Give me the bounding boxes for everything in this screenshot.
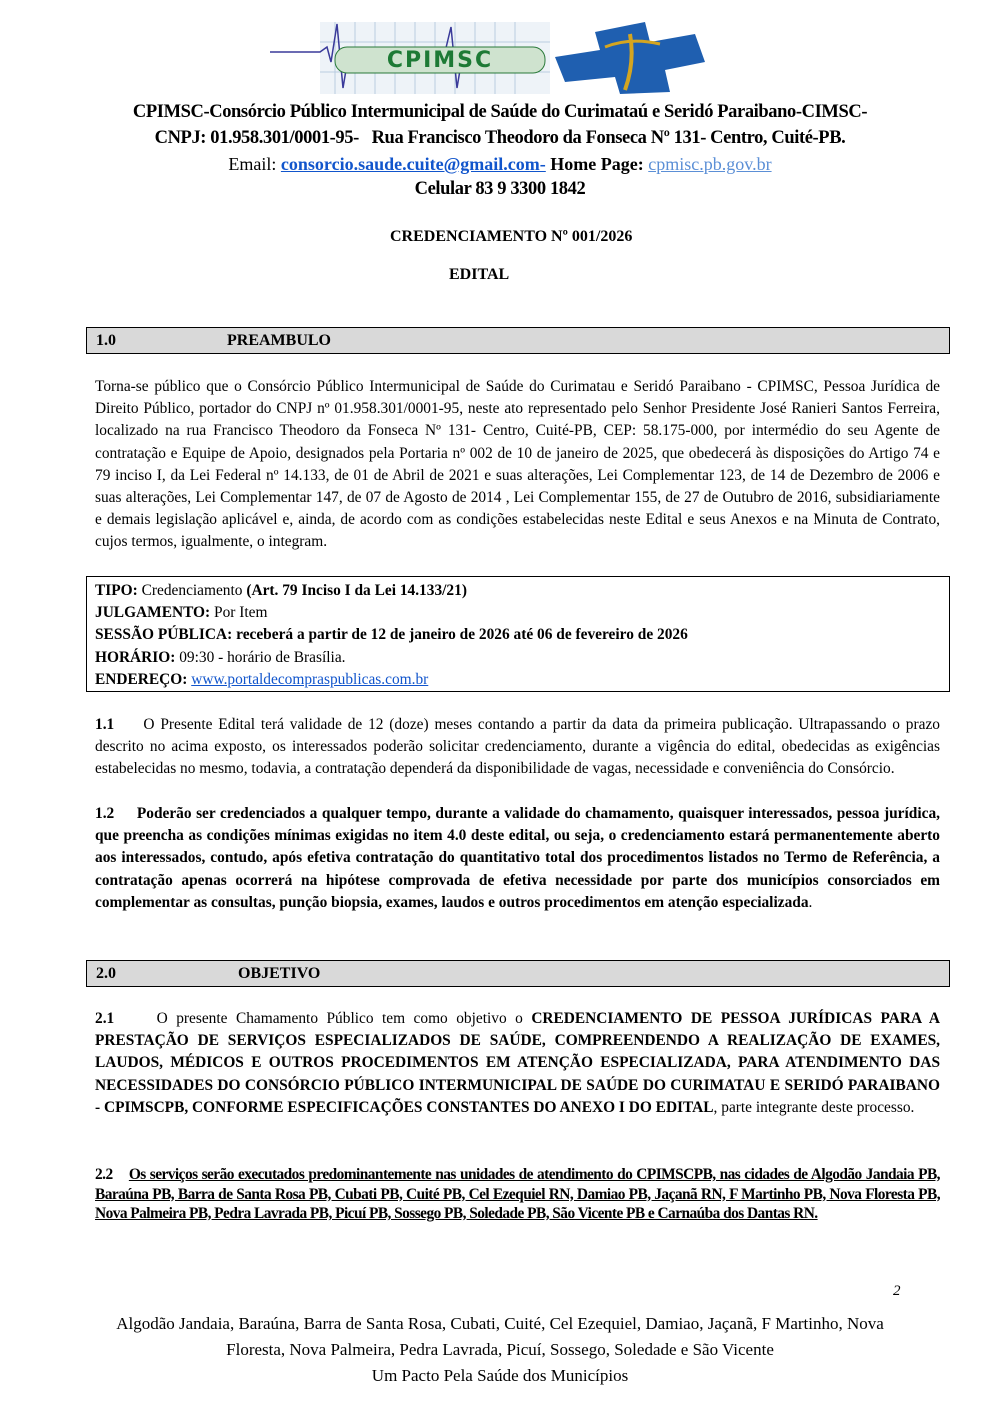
item-1-1 — [95, 714, 940, 781]
footer-line-1: Algodão Jandaia, Baraúna, Barra de Santa Rosa, Cubati, Cuité, Cel Ezequiel, Damiao, Jaçanã, F Martinho, Nova — [116, 1314, 884, 1333]
endereco-link[interactable]: www.portaldecompraspublicas.com.br — [191, 670, 429, 688]
email-label: Email: — [228, 154, 277, 174]
org-name: CPIMSC-Consórcio Público Intermunicipal de Saúde do Curimataú e Seridó Paraibano-CIMSC- — [132, 102, 868, 122]
svg-text:CPIMSC: CPIMSC — [386, 48, 494, 73]
homepage-label: Home Page: — [550, 154, 644, 174]
section-header-objetivo — [86, 960, 950, 987]
tipo-label: TIPO: — [95, 582, 138, 599]
tipo-row — [95, 580, 941, 602]
julgamento-row — [95, 602, 941, 624]
info-box — [86, 576, 950, 692]
item-1-2 — [95, 803, 940, 914]
horario-row — [95, 647, 941, 669]
item-intro: O presente Chamamento Público tem como objetivo o — [156, 1010, 523, 1027]
horario-value: 09:30 - horário de Brasília. — [179, 648, 346, 666]
document-title: CREDENCIAMENTO Nº 001/2026 — [390, 228, 633, 245]
item-bold-text: CREDENCIAMENTO DE PESSOA JURÍDICAS PARA A PRESTAÇÃO DE SERVIÇOS ESPECIALIZADOS DE SAÚDE, COMPREENDENDO A REALIZAÇÃO DE EXAMES, LAUDOS, MÉDICOS E OUTROS PROCEDIMENTOS EM ATENÇÃO ESPECIALIZADA, PARA ATENDIMENTO DAS NECESSIDADES DO CONSÓRCIO PÚBLICO INTERMUNICIPAL DE SAÚDE DO CURIMATAU E SERIDÓ PARAIBANO - CPIMSCPB, CONFORME ESPECIFICAÇÕES CONSTANTES DO ANEXO I DO EDITAL — [95, 1010, 940, 1116]
preamble-text: Torna-se público que o Consórcio Público Intermunicipal de Saúde do Curimatau e Seridó Paraibano - CPIMSC, Pessoa Jurídica de Direito Público, portador do CNPJ nº 01.958.301/0001-95, neste ato representado pelo Senhor Presidente José Ranieri Santos Ferreira, localizado na rua Francisco Theodoro da Fonseca Nº 131- Centro, Cuité-PB, CEP: 58.175-000, por intermédio do seu Agente de contratação e Equipe de Apoio, designados pela Portaria nº 002 de 10 de janeiro de 2025, que obedecerá às disposições do Artigo 74 e 79 inciso I, da Lei Federal nº 14.133, de 01 de Abril de 2021 e suas alterações, Lei Complementar 123, de 14 de Dezembro de 2006 e suas alterações, Lei Complementar 147, de 07 de Agosto de 2014 , Lei Complementar 155, de 27 de Outubro de 2016, subsidiariamente e demais legislação aplicável e, ainda, de acordo com as condições estabelecidas neste Edital e seus Anexos e na Minuta de Contrato, cujos termos, igualmente, o integram. — [95, 378, 940, 551]
julgamento-value: Por Item — [214, 604, 268, 622]
item-number: 1.1 — [95, 716, 115, 733]
document-subtitle: EDITAL — [449, 266, 510, 283]
page-number: 2 — [893, 1283, 901, 1299]
section-number: 2.0 — [96, 965, 116, 982]
homepage-link[interactable]: cpmisc.pb.gov.br — [648, 154, 772, 174]
item-2-2 — [95, 1165, 940, 1224]
item-number: 2.1 — [95, 1010, 115, 1027]
section-title: OBJETIVO — [238, 965, 321, 982]
item-text: Poderão ser credenciados a qualquer tempo, durante a validade do chamamento, quaisquer interessados, pessoa jurídica, que preencha as condições mínimas exigidas no item 4.0 deste edital, ou seja, o credenciamento estará permanentemente aberto aos interessados, contudo, após efetiva contratação do quantitativo total dos procedimentos listados no Termo de Referência, a contratação apenas ocorrerá na hipótese comprovada de efetiva necessidade por parte dos municípios consorciados em complementar as consultas, punção biopsia, exames, laudos e outros procedimentos em atenção especializada — [95, 805, 941, 911]
item-2-1 — [95, 1008, 940, 1119]
sessao-row — [95, 624, 941, 646]
item-number: 2.2 — [95, 1166, 113, 1183]
logo — [265, 22, 770, 94]
endereco-row — [95, 669, 941, 691]
sessao-label: SESSÃO PÚBLICA: — [95, 626, 233, 644]
footer-line-2: Floresta, Nova Palmeira, Pedra Lavrada, Picuí, Sossego, Soledade e São Vicente — [226, 1340, 774, 1359]
tipo-ref: (Art. 79 Inciso I da Lei 14.133/21) — [246, 582, 467, 599]
tipo-value: Credenciamento — [141, 582, 243, 599]
address: Rua Francisco Theodoro da Fonseca Nº 131- Centro, Cuité-PB. — [371, 128, 846, 148]
section-header-preambulo — [86, 327, 950, 354]
cnpj: CNPJ: 01.958.301/0001-95- — [154, 128, 359, 148]
item-number: 1.2 — [95, 805, 115, 822]
item-text: O Presente Edital terá validade de 12 (doze) meses contando a partir da data da primeira publicação. Ultrapassando o prazo descrito no acima exposto, os interessados poderão solicitar credenciamento, durante a vigência do edital, obedecidas as exigências estabelecidas no mesmo, todavia, a contratação dependerá da disponibilidade de vagas, necessidade e conveniência do Consórcio. — [95, 716, 940, 778]
section-number: 1.0 — [96, 332, 116, 349]
contact-line — [0, 154, 1000, 175]
item-end: . — [808, 893, 813, 911]
horario-label: HORÁRIO: — [95, 648, 176, 666]
org-cnpj-address — [0, 128, 1000, 149]
sessao-value: receberá a partir de 12 de janeiro de 2026 até 06 de fevereiro de 2026 — [236, 626, 688, 644]
email-link[interactable]: consorcio.saude.cuite@gmail.com- — [280, 154, 546, 174]
phone: Celular 83 9 3300 1842 — [414, 179, 586, 199]
item-text: Os serviços serão executados predominantemente nas unidades de atendimento do CPIMSCPB, nas cidades de Algodão Jandaia PB, Baraúna PB, Barra de Santa Rosa PB, Cubati PB, Cuité PB, Cel Ezequiel RN, Damiao PB, Jaçanã RN, F Martinho PB, Nova Floresta PB, Nova Palmeira PB, Pedra Lavrada PB, Picuí PB, Sossego PB, Soledade PB, São Vicente PB e Carnaúba dos Dantas RN. — [95, 1166, 940, 1222]
endereco-label: ENDEREÇO: — [95, 670, 188, 688]
footer-line-3: Um Pacto Pela Saúde dos Municípios — [371, 1366, 629, 1385]
section-title: PREAMBULO — [227, 332, 331, 349]
item-end: , parte integrante deste processo. — [713, 1098, 915, 1116]
julgamento-label: JULGAMENTO: — [95, 604, 211, 622]
